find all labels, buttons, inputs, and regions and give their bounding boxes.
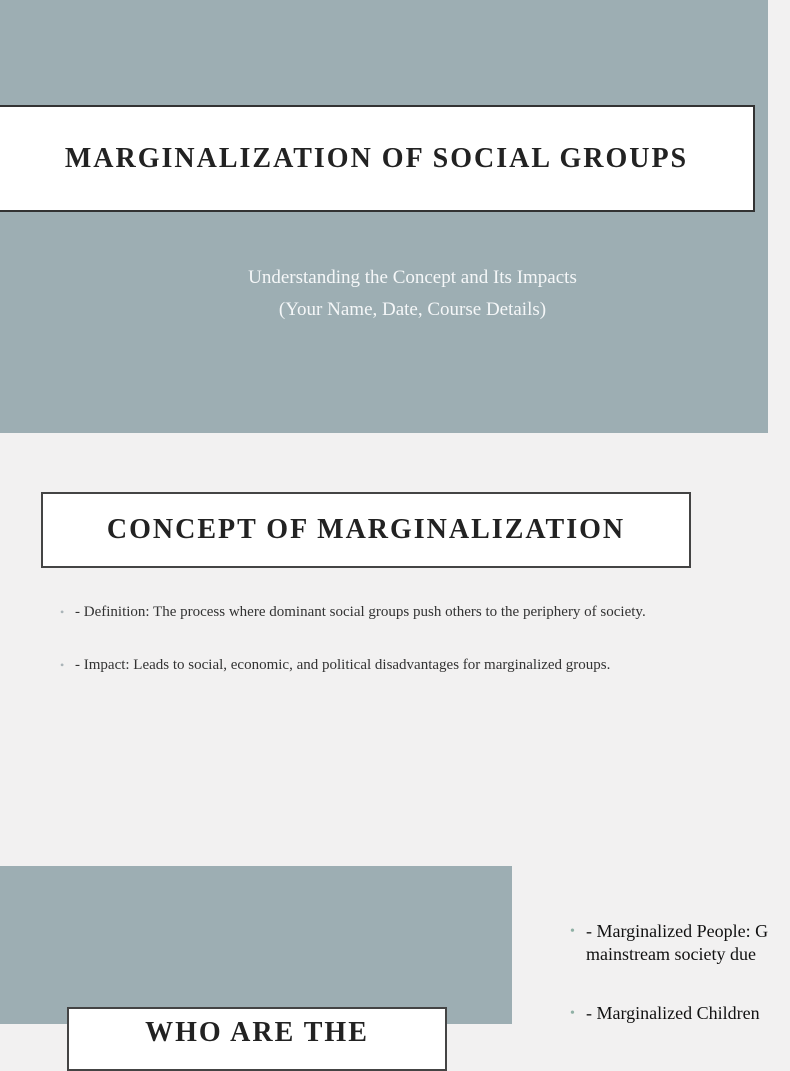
bullet-dot-icon: • [60,605,65,619]
presentation-title: MARGINALIZATION OF SOCIAL GROUPS [64,142,689,174]
bullet-marginalized-children [570,1002,790,1025]
who-slide [0,866,769,1048]
concept-title-box [41,492,691,568]
concept-slide [0,433,768,866]
bullet-line-2: mainstream society due [586,944,756,964]
bullet-text: - Impact: Leads to social, economic, and political disadvantages for marginalized groups. [75,657,611,673]
subtitle [200,262,625,326]
bullet-dot-icon: • [60,658,65,672]
title-slide [0,0,768,433]
subtitle-line-2: (Your Name, Date, Course Details) [278,299,547,320]
concept-title: CONCEPT OF MARGINALIZATION [106,514,626,545]
bullet-dot-icon: • [570,1006,575,1021]
bullet-text: - Definition: The process where dominant social groups push others to the periphery of society. [75,604,646,620]
bullet-marginalized-people [570,920,790,966]
bullet-line-1: - Marginalized People: G [586,921,769,941]
subtitle-line-1: Understanding the Concept and Its Impacts [248,267,577,288]
who-slide-left-panel [0,866,512,1048]
bullet-definition [60,601,646,623]
who-title: WHO ARE THE [145,1017,369,1048]
who-title-box [67,1007,447,1071]
title-box [0,105,755,212]
who-bullet-list [570,920,790,1061]
bullet-dot-icon: • [570,924,575,939]
bullet-line-1: - Marginalized Children [586,1003,760,1023]
concept-bullet-list [60,601,646,707]
bullet-impact [60,654,646,676]
